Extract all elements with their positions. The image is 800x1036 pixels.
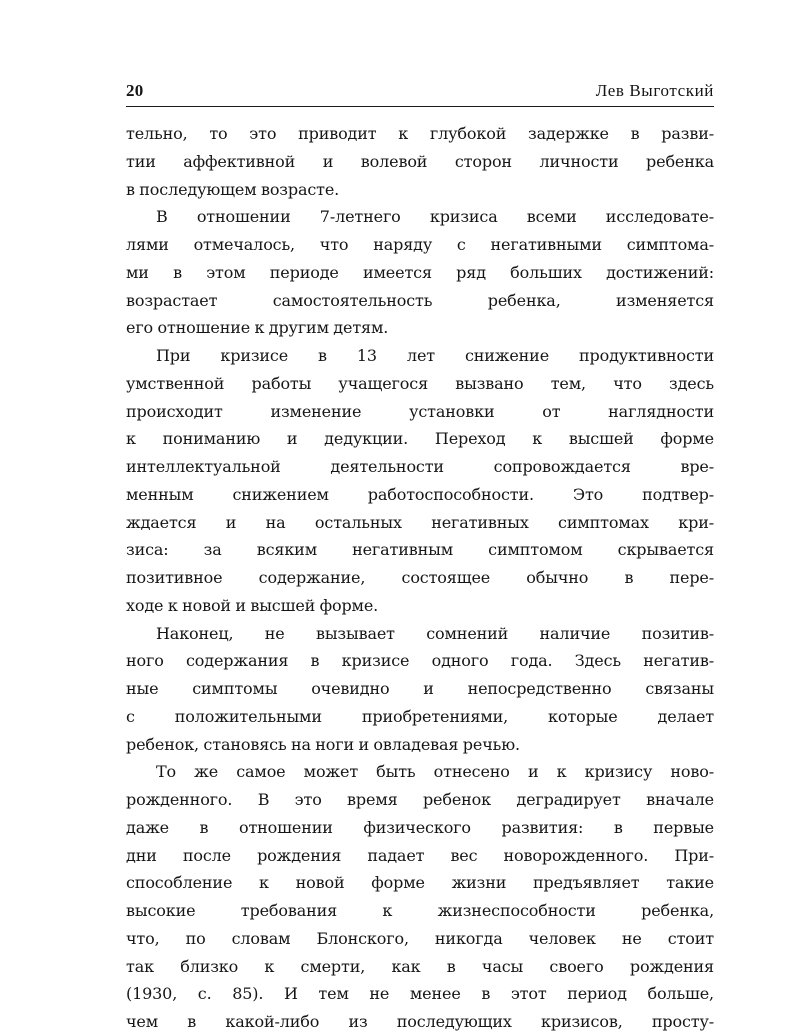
paragraph-first-line: В отношении 7-летнего кризиса всеми исследовате- (156, 207, 714, 227)
text-line: происходит изменение установки от наглядности (126, 401, 714, 421)
paragraph-first-line: То же самое может быть отнесено и к кризису ново- (156, 762, 714, 782)
text-line: позитивное содержание, состоящее обычно в пере- (126, 568, 714, 587)
text-line: к пониманию и дедукции. Переход к высшей форме (126, 429, 714, 449)
text-line: интеллектуальной деятельности сопровождается вре- (126, 457, 714, 476)
text-line: (1930, с. 85). И тем не менее в этот период больше, (126, 984, 714, 1004)
text-line: умственной работы учащегося вызвано тем, что здесь (126, 373, 714, 393)
running-head (126, 81, 714, 103)
text-line: высокие требования к жизнеспособности ребенка, (126, 901, 714, 920)
text-line: его отношение к другим детям. (126, 318, 389, 338)
text-line: тии аффективной и волевой сторон личности ребенка (126, 151, 714, 171)
paragraph-first-line: При кризисе в 13 лет снижение продуктивности (156, 346, 714, 365)
text-line: ребенок, становясь на ноги и овладевая речью. (126, 734, 520, 754)
text-line: ждается и на остальных негативных симптомах кри- (126, 512, 714, 532)
text-line: ные симптомы очевидно и непосредственно связаны (126, 679, 714, 698)
text-line: так близко к смерти, как в часы своего рождения (126, 956, 714, 976)
text-line: в последующем возрасте. (126, 179, 340, 199)
text-line: ного содержания в кризисе одного года. Здесь негатив- (126, 651, 714, 671)
text-line: ми в этом периоде имеется ряд больших достижений: (126, 262, 714, 282)
text-line: возрастает самостоятельность ребенка, изменяется (126, 290, 714, 310)
text-line: тельно, то это приводит к глубокой задержке в разви- (126, 124, 714, 143)
header-rule (126, 106, 714, 107)
text-line: ходе к новой и высшей форме. (126, 595, 379, 615)
text-line: менным снижением работоспособности. Это подтвер- (126, 484, 714, 504)
text-line: дни после рождения падает вес новорожденного. При- (126, 845, 714, 865)
text-line: зиса: за всяким негативным симптомом скрывается (126, 540, 714, 560)
text-line: с положительными приобретениями, которые делает (126, 706, 714, 726)
text-line: рожденного. В это время ребенок деградирует вначале (126, 790, 714, 809)
text-line: способление к новой форме жизни предъявляет такие (126, 873, 714, 893)
running-title: Лев Выготский (595, 81, 714, 100)
text-line: даже в отношении физического развития: в первые (126, 817, 714, 837)
text-line: лями отмечалось, что наряду с негативными симптома- (126, 235, 714, 254)
body-text (126, 120, 714, 1036)
text-line: что, по словам Блонского, никогда человек не стоит (126, 928, 714, 948)
text-line: чем в какой-либо из последующих кризисов, просту- (126, 1012, 714, 1031)
paragraph-first-line: Наконец, не вызывает сомнений наличие позитив- (156, 623, 714, 643)
page-number: 20 (126, 81, 144, 100)
